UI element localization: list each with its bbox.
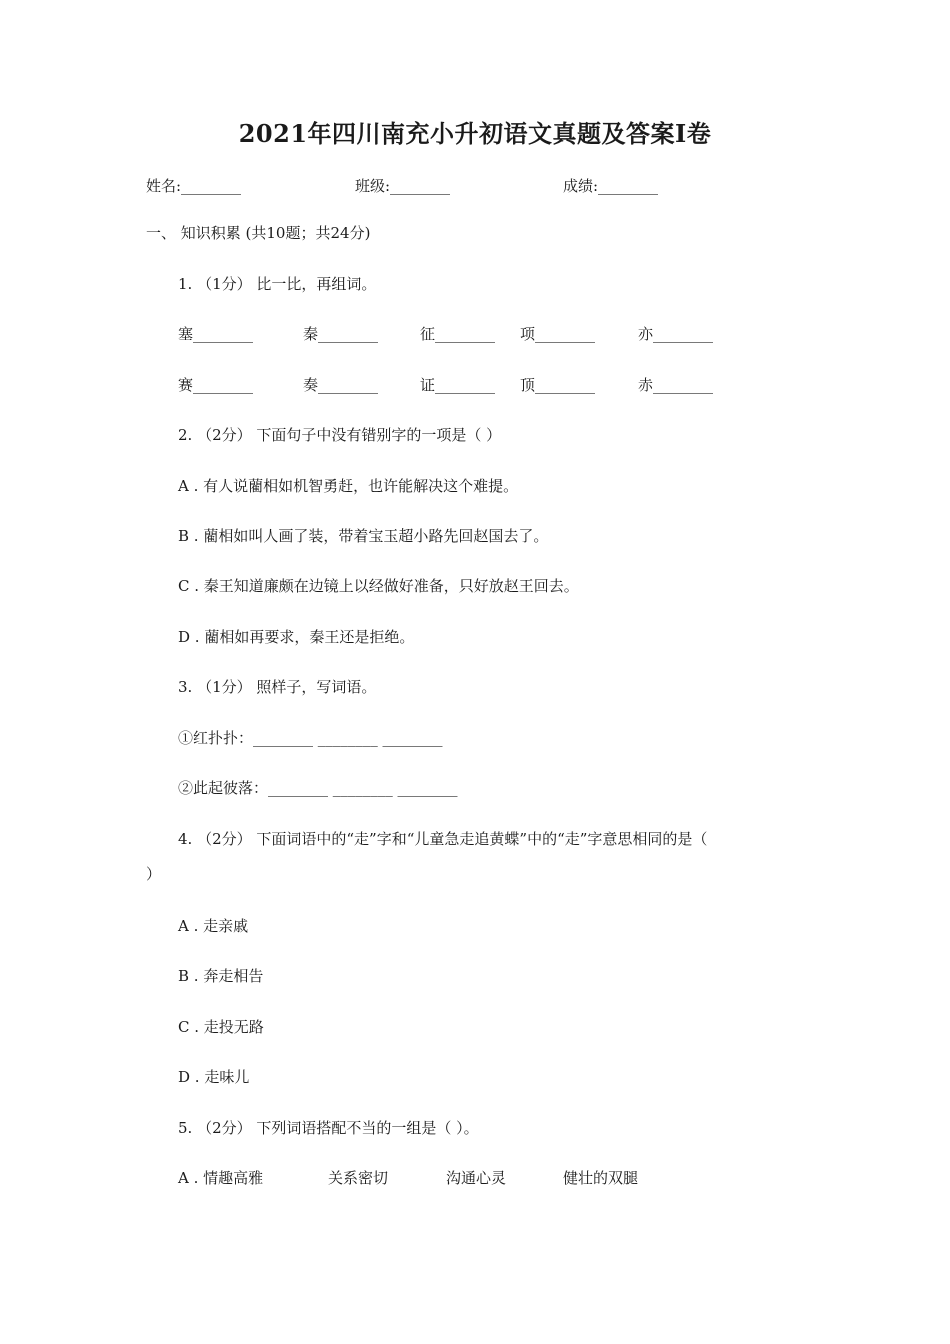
q1-row2-item: 赛________	[178, 376, 254, 394]
question-2-stem: 2. （2分） 下面句子中没有错别字的一项是（ ）	[178, 426, 502, 444]
q2-option-a: A . 有人说藺相如机智勇赶，也许能解决这个难提。	[178, 477, 519, 495]
q5-option-a-item: 健壮的双腿	[563, 1169, 639, 1187]
question-4-stem: 4. （2分） 下面词语中的“走”字和“儿童急走追黄蝶”中的“走”字意思相同的是（	[178, 830, 708, 848]
q4-option-b: B . 奔走相告	[178, 967, 264, 985]
q1-row2-item: 证________	[420, 376, 496, 394]
q1-row2-item: 顶________	[520, 376, 596, 394]
q5-option-a-item: 关系密切	[328, 1169, 389, 1187]
q1-row1-item: 项________	[520, 325, 596, 343]
q2-option-d: D . 藺相如再要求，秦王还是拒绝。	[178, 628, 415, 646]
q1-row2-item: 奏________	[303, 376, 379, 394]
name-field: 姓名:________	[146, 177, 242, 195]
q1-row2-item: 赤________	[638, 376, 714, 394]
q2-option-c: C . 秦王知道廉颇在边镜上以经做好准备，只好放赵王回去。	[178, 577, 579, 595]
q4-option-d: D . 走味儿	[178, 1068, 250, 1086]
section-heading: 一、 知识积累 (共10题；共24分)	[146, 224, 371, 242]
q1-row1-item: 秦________	[303, 325, 379, 343]
class-field: 班级:________	[355, 177, 451, 195]
q1-row1-item: 征________	[420, 325, 496, 343]
q5-option-a-item: 沟通心灵	[446, 1169, 507, 1187]
q2-option-b: B . 藺相如叫人画了装，带着宝玉超小路先回赵国去了。	[178, 527, 549, 545]
question-5-stem: 5. （2分） 下列词语搭配不当的一组是（ ）。	[178, 1119, 479, 1137]
question-4-stem-cont: ）	[146, 865, 162, 883]
q3-line-2: ②此起彼落：________ ________ ________	[178, 779, 458, 797]
q3-line-1: ①红扑扑：________ ________ ________	[178, 729, 443, 747]
q1-row1-item: 亦________	[638, 325, 714, 343]
score-field: 成绩:________	[563, 177, 659, 195]
q5-option-a-label: A . 情趣高雅	[178, 1169, 264, 1187]
question-1-stem: 1. （1分） 比一比，再组词。	[178, 275, 377, 293]
q4-option-a: A . 走亲戚	[178, 917, 249, 935]
q4-option-c: C . 走投无路	[178, 1018, 264, 1036]
question-3-stem: 3. （1分） 照样子，写词语。	[178, 678, 377, 696]
page-title: 2021年四川南充小升初语文真题及答案I卷	[238, 119, 712, 148]
q1-row1-item: 塞________	[178, 325, 254, 343]
